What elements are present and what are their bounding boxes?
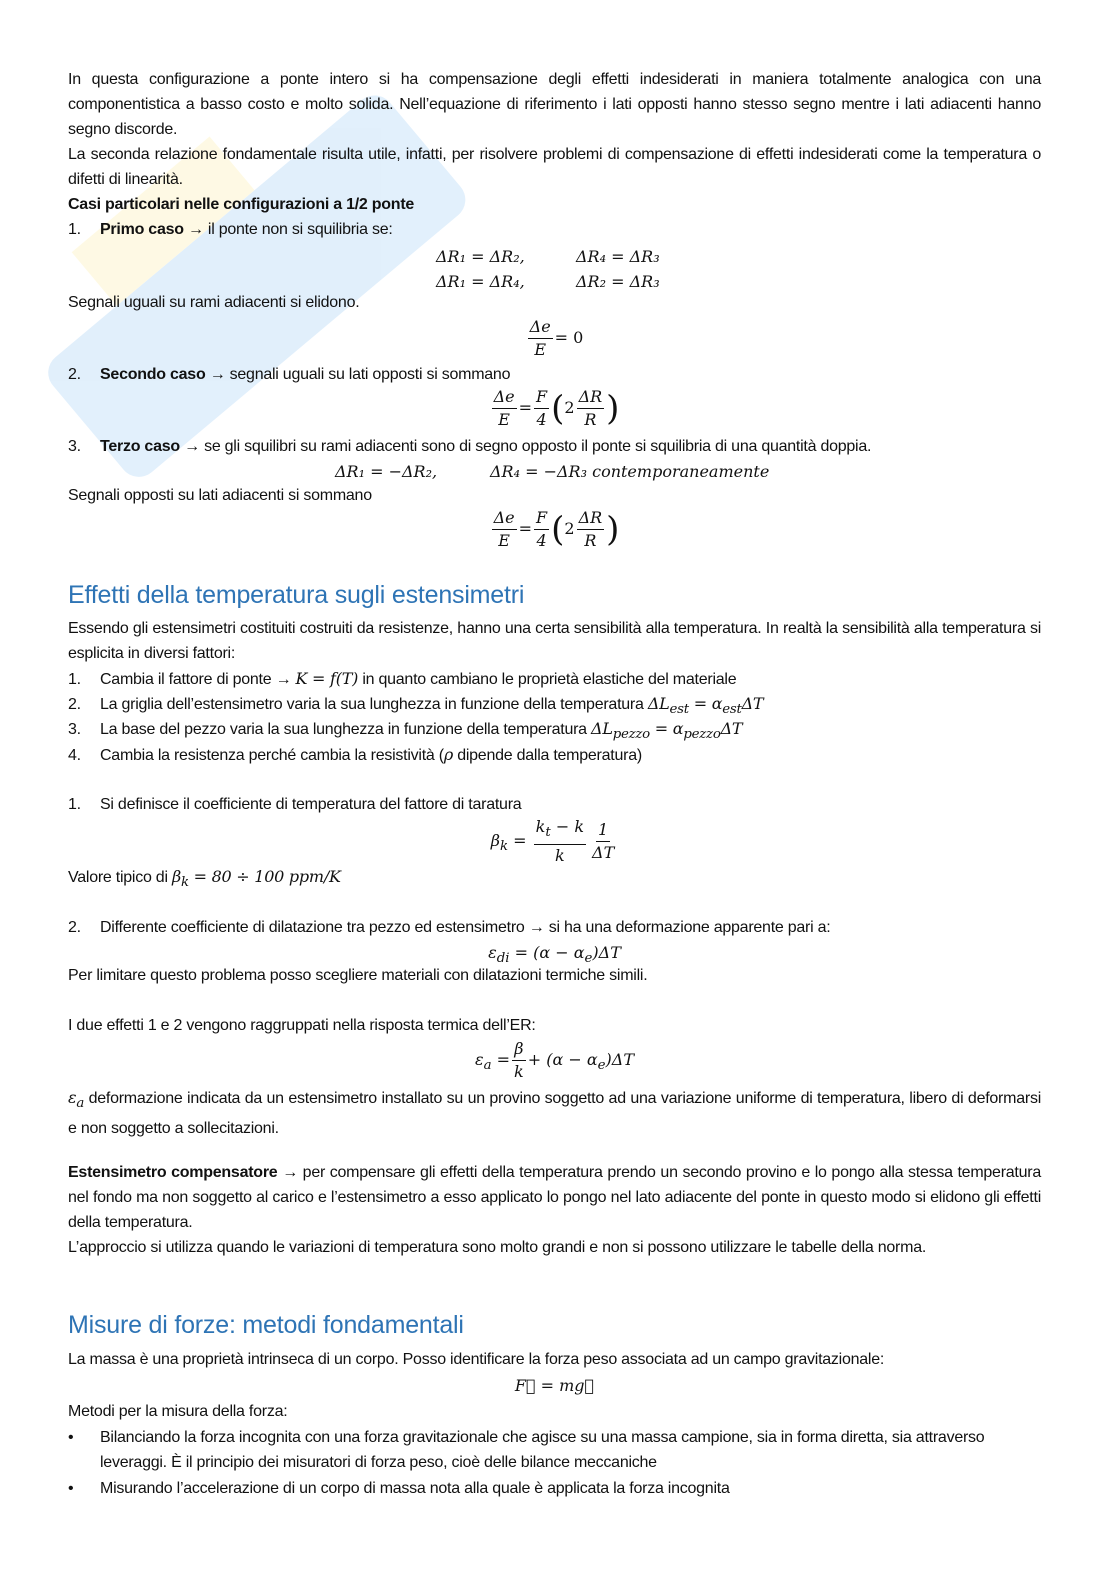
equation: ΔR₁ = ΔR₄, xyxy=(436,272,525,291)
arrow-icon: → xyxy=(282,1164,298,1181)
denominator: 4 xyxy=(536,531,547,550)
numerator: ΔR xyxy=(577,386,605,409)
case-title: Secondo caso xyxy=(100,366,206,383)
math: ΔL xyxy=(647,694,670,713)
numerator: Δe xyxy=(492,386,517,409)
intro-paragraph-2: La seconda relazione fondamentale risulta utile, infatti, per risolvere problemi di compensazione di effetti indesiderati come la temperatura o difetti di linearità. xyxy=(68,146,1041,188)
formula-zero xyxy=(68,316,1041,361)
item-text: Differente coefficiente di dilatazione tra pezzo ed estensimetro → si ha una deformazione apparente pari a: xyxy=(100,919,831,936)
subscript: e xyxy=(597,1058,606,1074)
limit-text: Per limitare questo problema posso scegliere materiali con dilatazioni termiche simili. xyxy=(68,967,648,984)
case-3 xyxy=(68,434,1041,459)
formula-epsilon-a: $\varepsilon_a$ = $\frac{\beta}{k}$ + $(\alpha - \alpha_e)\Delta T$ xyxy=(474,1039,635,1081)
math: ΔL xyxy=(591,719,613,738)
numerator: F xyxy=(534,386,549,409)
section-heading-forces: Misure di forze: metodi fondamentali xyxy=(68,1311,464,1339)
bullet-text: Misurando l’accelerazione di un corpo di massa nota alla quale è applicata la forza incognita xyxy=(100,1480,730,1497)
math: ΔT xyxy=(720,719,743,738)
case-1-equations xyxy=(436,244,660,294)
numerator: β xyxy=(512,1038,525,1061)
coefficient: 2 xyxy=(564,398,575,417)
item-text: Si definisce il coefficiente di temperatura del fattore di taratura xyxy=(100,796,522,813)
math: + (α − α xyxy=(527,1050,598,1069)
equation: ΔR₁ = ΔR₂, xyxy=(436,247,525,266)
math: β xyxy=(490,831,500,851)
subscript: est xyxy=(669,702,689,718)
denominator: E xyxy=(498,531,510,550)
bullet-item xyxy=(68,1476,1041,1501)
equation: ΔR₁ = −ΔR₂, xyxy=(335,462,438,481)
subscript: k xyxy=(180,875,189,891)
term: Estensimetro compensatore xyxy=(68,1164,278,1181)
item-text: La griglia dell’estensimetro varia la sua lunghezza in funzione della temperatura xyxy=(100,696,648,713)
math: − k xyxy=(550,817,585,836)
math: ε xyxy=(474,1050,484,1069)
math: ε xyxy=(488,943,497,962)
case-1 xyxy=(68,217,1041,242)
denominator: R xyxy=(584,410,597,429)
item-text: dipende dalla temperatura) xyxy=(453,747,642,764)
numerator: Δe xyxy=(492,507,517,530)
denominator: E xyxy=(534,340,546,359)
compensator-paragraph xyxy=(68,1160,1041,1235)
math: )ΔT xyxy=(592,943,621,962)
subscript: est xyxy=(722,702,742,718)
math: = α xyxy=(649,719,684,738)
item-number: 1. xyxy=(68,671,81,688)
case-3-equation xyxy=(335,459,769,484)
equation: ΔR₄ = ΔR₃ xyxy=(576,247,660,266)
epsilon-a-description xyxy=(68,1085,1041,1141)
case-number: 1. xyxy=(68,221,81,238)
text: per compensare gli effetti della temperatura prendo un secondo provino e lo pongo alla stessa temperatura nel fondo ma non soggetto al carico e l’estensimetro a esso applicato lo pongo nel lato adiacente del ponte in questo modo si elidono gli effetti della temperatura. xyxy=(68,1164,1042,1231)
item-number: 1. xyxy=(68,796,81,813)
bullet-item xyxy=(68,1425,1041,1475)
subscript: pezzo xyxy=(683,727,721,743)
item-text: La base del pezzo varia la sua lunghezza in funzione della temperatura xyxy=(100,721,592,738)
typical-value xyxy=(68,864,1041,895)
approach-paragraph: L’approccio si utilizza quando le variazioni di temperatura sono molto grandi e non si possono utilizzare le tabelle della norma. xyxy=(68,1239,927,1256)
subscript: e xyxy=(584,951,593,967)
denominator: ΔT xyxy=(592,843,615,863)
formula-case-2: $\frac{\Delta e}{E}$ = $\frac{F}{4}$ (2 $\frac{\Delta R}{R}$ ) xyxy=(493,387,620,429)
subscript: di xyxy=(496,951,510,967)
case-1-note: Segnali uguali su rami adiacenti si elidono. xyxy=(68,294,360,311)
arrow-icon: → xyxy=(209,366,226,383)
math: β xyxy=(171,867,181,886)
math: )ΔT xyxy=(605,1050,635,1069)
numerator: Δe xyxy=(528,316,553,339)
arrow-icon: → xyxy=(187,221,204,238)
result: = 0 xyxy=(554,328,584,347)
item-number: 3. xyxy=(68,721,81,738)
case-title: Primo caso xyxy=(100,221,184,238)
intro-paragraph-1: In questa configurazione a ponte intero si ha compensazione degli effetti indesiderati in maniera totalmente analogica con una componentistica a basso costo e molto solida. Nell’equazione di riferimento i lati opposti hanno stesso segno mentre i lati adiacenti hanno segno discorde. xyxy=(68,71,1041,138)
subscript: a xyxy=(76,1096,85,1112)
math: ρ xyxy=(443,745,453,764)
formula-force: F⃗ = mg⃗ xyxy=(514,1376,595,1395)
subscript: k xyxy=(500,839,509,855)
math: ε xyxy=(68,1088,77,1107)
temp-paragraph: Essendo gli estensimetri costituiti costruiti da resistenze, hanno una certa sensibilità alla temperatura. In realtà la sensibilità alla temperatura si esplicita in diversi fattori: xyxy=(68,620,1041,662)
item-text: Cambia il fattore di ponte → xyxy=(100,671,296,688)
numerator: 1 xyxy=(596,819,610,842)
denominator: k xyxy=(554,846,565,866)
bullet-text: Bilanciando la forza incognita con una forza gravitazionale che agisce su una massa campione, sia in forma diretta, sia attraverso leveraggi. È il principio dei misuratori di forza peso, cioè delle bilance meccaniche xyxy=(100,1429,985,1471)
case-text: segnali uguali su lati opposti si sommano xyxy=(229,366,511,383)
text: deformazione indicata da un estensimetro installato su un provino soggetto ad una variazione uniforme di temperatura, libero di deformarsi e non soggetto a sollecitazioni. xyxy=(68,1090,1041,1138)
item-text: Cambia la resistenza perché cambia la resistività ( xyxy=(100,747,444,764)
arrow-icon: → xyxy=(184,438,200,455)
math: K = f(T) xyxy=(295,669,359,688)
numerator: ΔR xyxy=(577,507,605,530)
case-number: 2. xyxy=(68,366,81,383)
case-number: 3. xyxy=(68,438,81,455)
math: ΔT xyxy=(741,694,764,713)
math: = 80 ÷ 100 ppm/K xyxy=(188,867,341,886)
case-text: il ponte non si squilibria se: xyxy=(207,221,393,238)
item-text: in quanto cambiano le proprietà elastiche del materiale xyxy=(358,671,737,688)
denominator: E xyxy=(498,410,510,429)
bullet-icon: • xyxy=(68,1480,74,1497)
subscript: t xyxy=(545,825,551,841)
case-3-note: Segnali opposti su lati adiacenti si sommano xyxy=(68,487,372,504)
equals: = xyxy=(518,519,532,538)
equals: = xyxy=(518,398,532,417)
formula-case-3: $\frac{\Delta e}{E}$ = $\frac{F}{4}$ (2 $\frac{\Delta R}{R}$ ) xyxy=(493,508,620,550)
formula-beta-k: $\beta_k$ = $\frac{k_t - k}{k}$ $\frac{1}{\Delta T}$ xyxy=(490,817,615,866)
factor-item xyxy=(68,666,1041,692)
temp-item-2 xyxy=(68,915,1041,940)
mass-paragraph: La massa è una proprietà intrinseca di un corpo. Posso identificare la forza peso associata ad un campo gravitazionale: xyxy=(68,1351,885,1368)
section-heading-temperature: Effetti della temperatura sugli estensimetri xyxy=(68,581,525,609)
case-text: se gli squilibri su rami adiacenti sono di segno opposto il ponte si squilibria di una quantità doppia. xyxy=(204,438,872,455)
math: = (α − α xyxy=(509,943,585,962)
case-2 xyxy=(68,362,1041,387)
equation: ΔR₄ = −ΔR₃ contemporaneamente xyxy=(490,462,770,481)
group-text: I due effetti 1 e 2 vengono raggruppati nella risposta termica dell’ER: xyxy=(68,1017,536,1034)
item-number: 4. xyxy=(68,747,81,764)
methods-label: Metodi per la misura della forza: xyxy=(68,1403,288,1420)
equation: ΔR₂ = ΔR₃ xyxy=(576,272,660,291)
temp-item-1 xyxy=(68,792,1041,817)
numerator: F xyxy=(534,507,549,530)
factor-item xyxy=(68,742,1041,768)
case-title: Terzo caso xyxy=(100,438,180,455)
math: = α xyxy=(688,694,723,713)
subscript: pezzo xyxy=(612,727,650,743)
item-number: 2. xyxy=(68,919,81,936)
item-number: 2. xyxy=(68,696,81,713)
subscript: a xyxy=(483,1058,492,1074)
denominator: R xyxy=(584,531,597,550)
bullet-icon: • xyxy=(68,1429,74,1446)
text: Valore tipico di xyxy=(68,869,172,886)
math: k xyxy=(535,817,546,836)
cases-heading: Casi particolari nelle configurazioni a 1/2 ponte xyxy=(68,196,415,213)
denominator: k xyxy=(514,1062,524,1081)
denominator: 4 xyxy=(536,410,547,429)
coefficient: 2 xyxy=(564,519,575,538)
